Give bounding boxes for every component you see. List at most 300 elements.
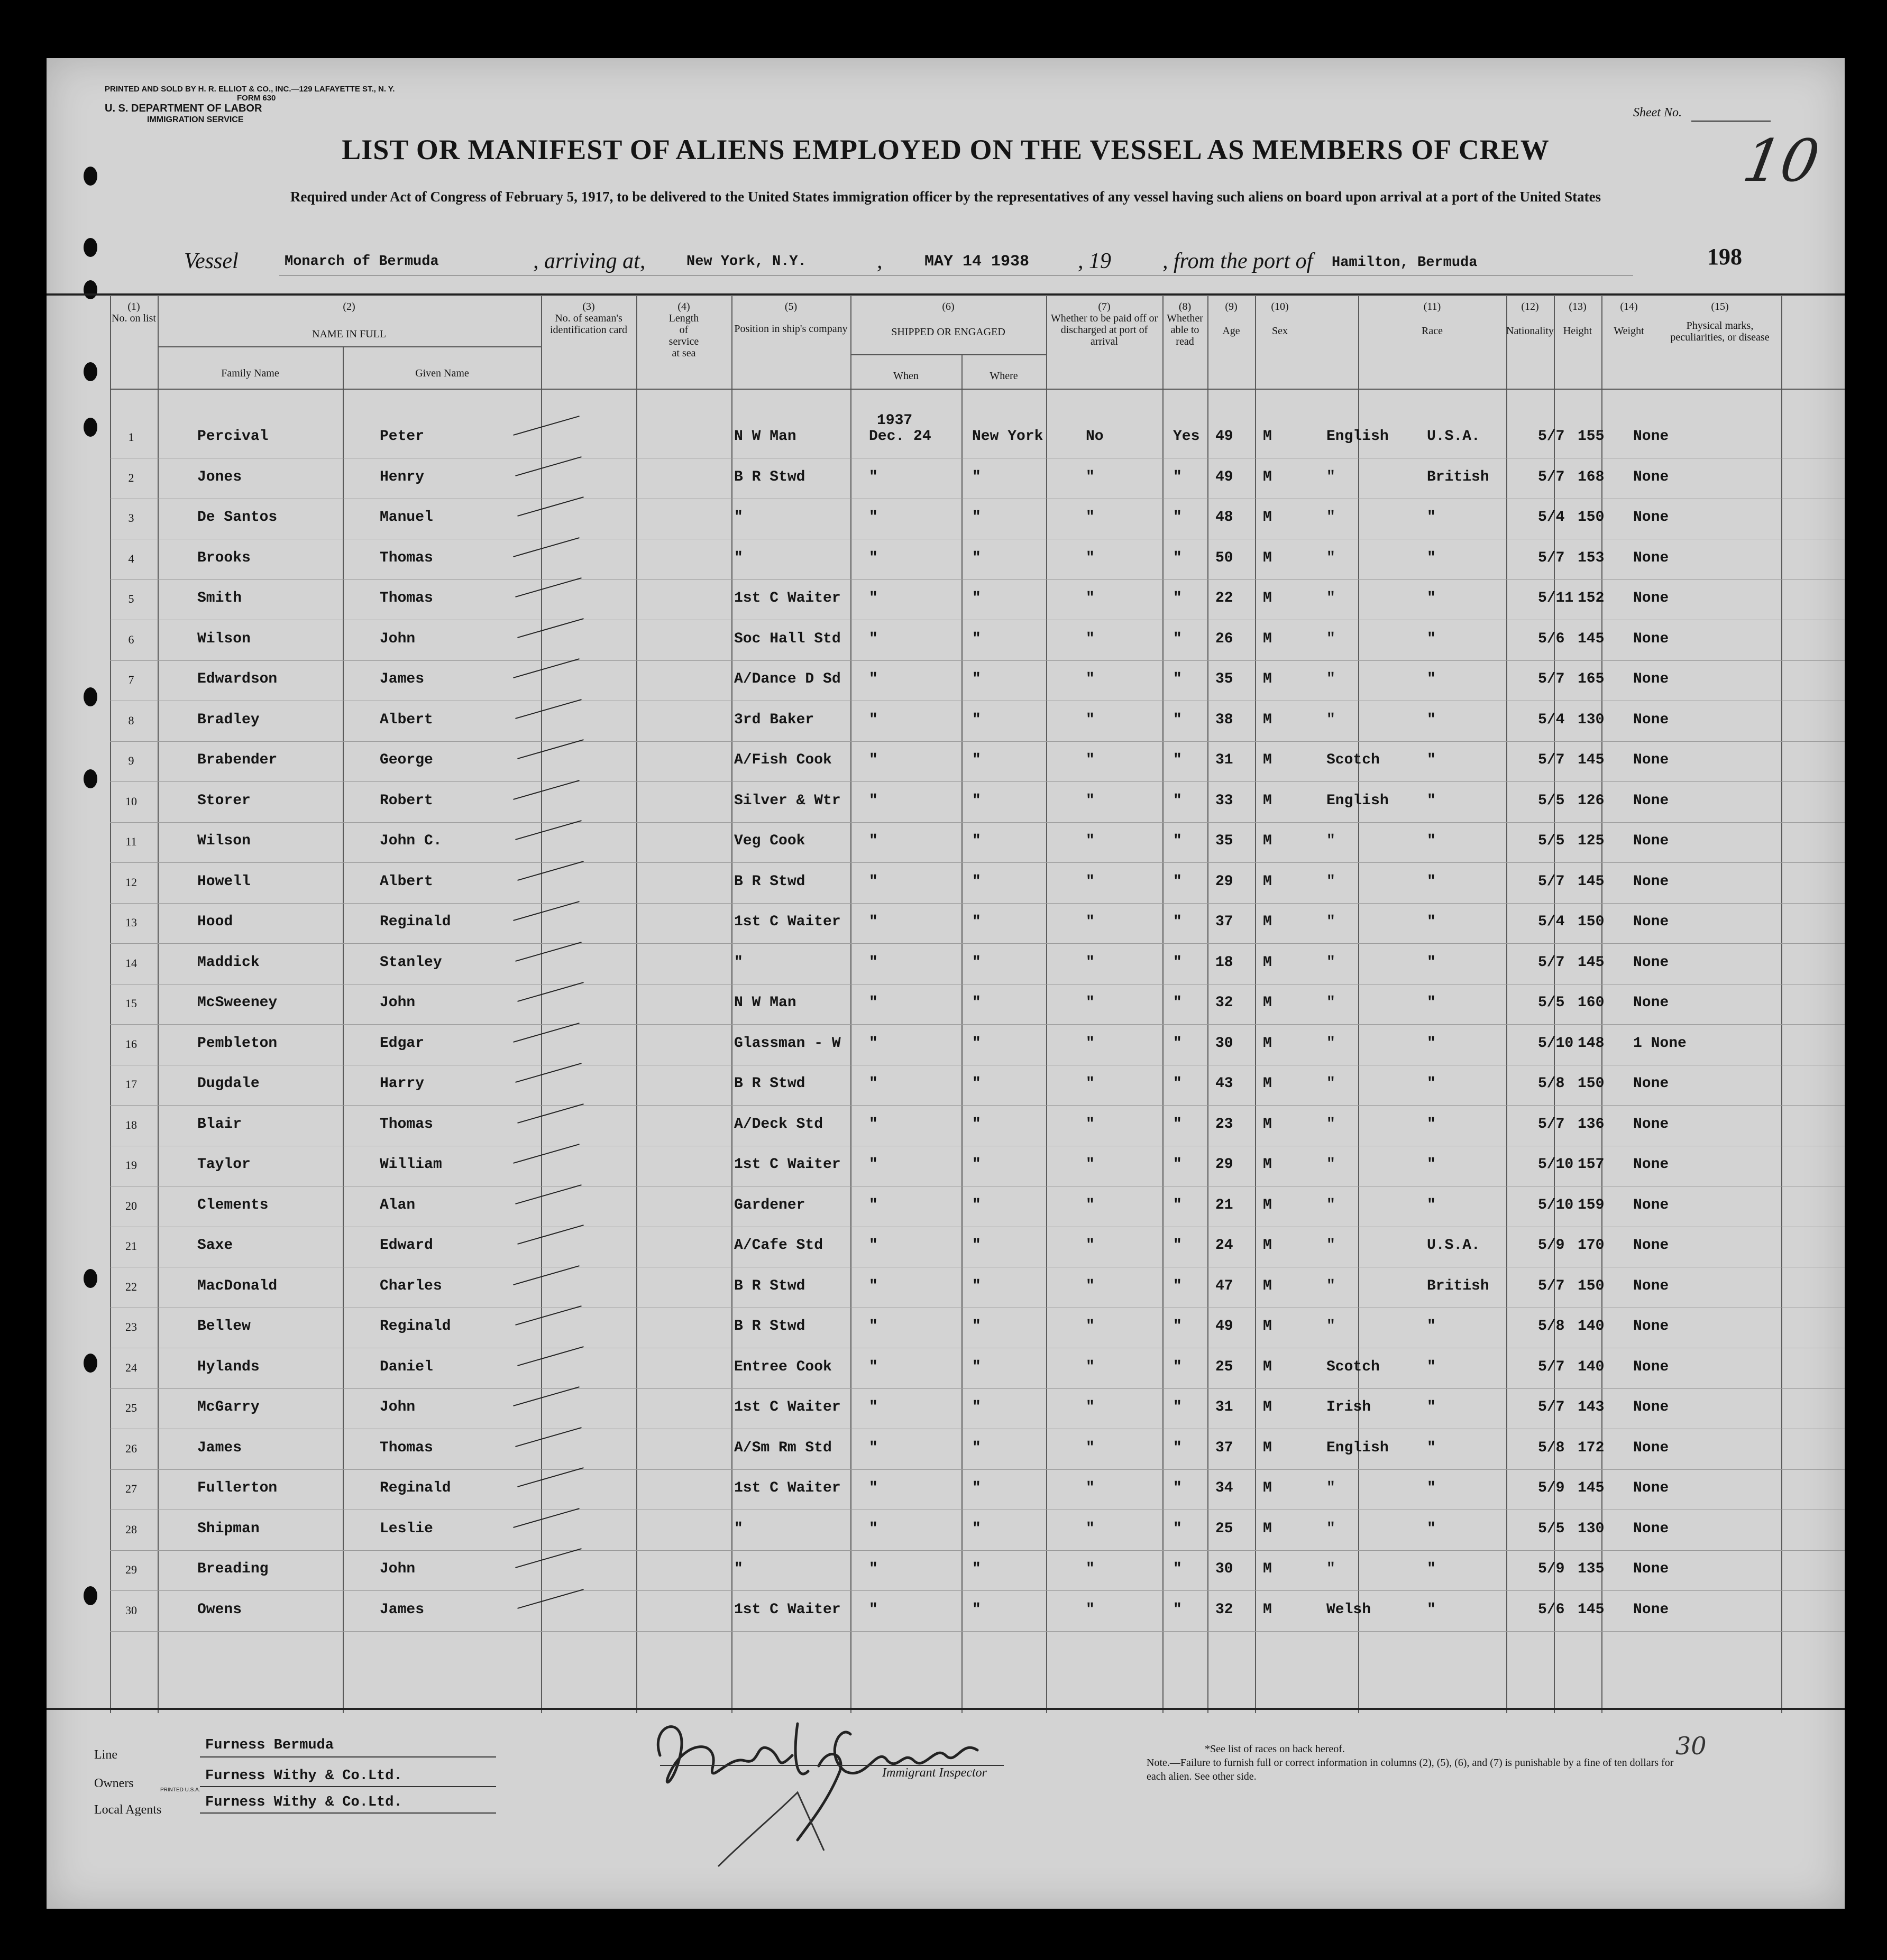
sheet-number-handwritten: 10 [1738,127,1825,195]
shipped-where: " [972,954,981,971]
paid-off: " [1086,1480,1095,1496]
family-name: Jones [197,468,242,485]
age: 21 [1215,1197,1233,1213]
shipped-when: Dec. 24 [869,428,931,445]
able-to-read: " [1173,590,1182,606]
paid-off: " [1086,468,1095,485]
family-name: Hood [197,914,233,930]
row-number: 22 [125,1280,137,1293]
family-name: McSweeney [197,995,278,1011]
weight: 143 [1578,1399,1605,1415]
paid-off: " [1086,1197,1095,1213]
nationality: " [1427,954,1436,971]
shipped-when: " [869,630,878,647]
sex: M [1263,1480,1272,1496]
nationality: British [1427,1277,1489,1294]
column-number: (1) [127,301,140,312]
height: 5/5 [1538,995,1565,1011]
given-name: Edgar [380,1035,425,1052]
column-number: (4) [677,301,690,312]
column-label: No. on list [112,312,156,324]
weight: 155 [1578,428,1605,445]
race: " [1326,468,1335,485]
column-number: (11) [1423,301,1441,312]
sex: M [1263,509,1272,526]
shipped-when: " [869,1156,878,1173]
able-to-read: " [1173,1197,1182,1213]
row-number: 10 [125,794,137,808]
column-number: (7) [1098,301,1111,312]
shipped-when: " [869,792,878,809]
column-number: (12) [1521,301,1539,312]
sex: M [1263,1439,1272,1456]
physical-marks: None [1633,954,1669,971]
sheet-number-line [1691,121,1771,122]
weight: 150 [1578,1277,1605,1294]
col-marks-header [1660,299,1780,436]
given-name: Alan [380,1197,416,1213]
row-number: 3 [128,511,134,524]
table-row [47,1480,1845,1520]
row-number: 9 [128,754,134,767]
physical-marks: None [1633,752,1669,768]
able-to-read: " [1173,792,1182,809]
position: A/Cafe Std [734,1237,823,1254]
given-name: Thomas [380,1439,433,1456]
physical-marks: 1 None [1633,1035,1687,1052]
table-row [47,914,1845,954]
sex: M [1263,1116,1272,1133]
line-label: Line [94,1748,117,1762]
row-rule [110,1388,1845,1389]
column-number: (2) [343,301,355,312]
physical-marks: None [1633,1197,1669,1213]
weight: 140 [1578,1318,1605,1335]
race: " [1326,873,1335,890]
nationality: " [1427,1358,1436,1375]
physical-marks: None [1633,833,1669,849]
paid-off: " [1086,1156,1095,1173]
race: " [1326,1520,1335,1537]
paid-off: " [1086,1318,1095,1335]
table-row [47,1116,1845,1156]
shipped-when: " [869,1520,878,1537]
family-name: Wilson [197,630,251,647]
given-name: George [380,752,433,768]
able-to-read: " [1173,1277,1182,1294]
position: Glassman - W [734,1035,841,1052]
position: 1st C Waiter [734,1601,841,1618]
position: 1st C Waiter [734,1480,841,1496]
given-name: John [380,995,416,1011]
given-name: James [380,671,425,687]
race: " [1326,671,1335,687]
department-block [105,103,262,126]
col-weight-label: Weight [1614,325,1644,337]
able-to-read: " [1173,1439,1182,1456]
footnote [1147,1742,1675,1783]
table-row [47,1237,1845,1277]
age: 37 [1215,1439,1233,1456]
age: 35 [1215,833,1233,849]
agents-value: Furness Withy & Co.Ltd. [205,1795,402,1810]
able-to-read: " [1173,1156,1182,1173]
family-name: De Santos [197,509,278,526]
paid-off: " [1086,1520,1095,1537]
physical-marks: None [1633,549,1669,566]
table-row [47,550,1845,590]
fine-note: Note.—Failure to furnish full or correct information in columns (2), (5), (6), and (7) is punishable by a fine of ten dollars for each alien. See other side. [1147,1757,1674,1782]
family-name: Howell [197,873,251,890]
nationality: " [1427,1035,1436,1052]
paid-off: " [1086,1358,1095,1375]
agents-underline [200,1812,496,1814]
table-row [47,793,1845,833]
shipped-when: " [869,671,878,687]
table-row [47,1561,1845,1601]
shipped-where: " [972,752,981,768]
given-name: Robert [380,792,433,809]
vessel-label: Vessel [184,249,239,273]
height: 5/5 [1538,833,1565,849]
shipped-where: " [972,1237,981,1254]
column-number: (6) [942,301,955,312]
height: 5/6 [1538,1601,1565,1618]
family-name: Storer [197,792,251,809]
table-row [47,509,1845,549]
union-label: PRINTED U.S.A. [160,1787,200,1793]
race: " [1326,1561,1335,1577]
physical-marks: None [1633,1601,1669,1618]
shipped-when: " [869,995,878,1011]
owners-underline [200,1786,496,1787]
inspector-signature [639,1692,1041,1882]
height: 5/5 [1538,1520,1565,1537]
nationality: U.S.A. [1427,1237,1480,1254]
row-number: 14 [125,956,137,970]
row-number: 27 [125,1482,137,1495]
races-note: *See list of races on back hereof. [1205,1743,1345,1755]
age: 26 [1215,630,1233,647]
shipped-where: " [972,873,981,890]
race: English [1326,792,1389,809]
manifest-sheet [47,58,1845,1909]
shipped-when: " [869,1439,878,1456]
weight: 130 [1578,711,1605,728]
line-underline [200,1756,496,1757]
age: 31 [1215,1399,1233,1415]
weight: 160 [1578,995,1605,1011]
age: 38 [1215,711,1233,728]
column-number: (10) [1271,301,1289,312]
header-separator [47,293,1845,296]
able-to-read: " [1173,914,1182,930]
family-name: Owens [197,1601,242,1618]
height: 5/9 [1538,1237,1565,1254]
age: 18 [1215,954,1233,971]
shipped-when: " [869,833,878,849]
nationality: " [1427,671,1436,687]
owners-value: Furness Withy & Co.Ltd. [205,1768,402,1784]
position: A/Dance D Sd [734,671,841,687]
row-number: 16 [125,1037,137,1051]
row-rule [110,1590,1845,1591]
physical-marks: None [1633,1156,1669,1173]
height: 5/4 [1538,711,1565,728]
physical-marks: None [1633,468,1669,485]
paid-off: " [1086,1035,1095,1052]
row-number: 5 [128,592,134,605]
weight: 148 [1578,1035,1605,1052]
given-name: Albert [380,711,433,728]
sex: M [1263,590,1272,606]
physical-marks: None [1633,1075,1669,1092]
nationality: " [1427,1439,1436,1456]
able-to-read: " [1173,1358,1182,1375]
age: 49 [1215,428,1233,445]
able-to-read: " [1173,1035,1182,1052]
shipped-where: " [972,1035,981,1052]
height: 5/10 [1538,1156,1574,1173]
age: 25 [1215,1520,1233,1537]
given-name: Leslie [380,1520,433,1537]
shipped-where: " [972,1561,981,1577]
col-paid-off-header [1047,299,1161,436]
pencil-count: 30 [1675,1732,1707,1760]
given-name: Thomas [380,549,433,566]
nationality: " [1427,914,1436,930]
age: 50 [1215,549,1233,566]
family-name: Brooks [197,549,251,566]
given-name: Reginald [380,1318,451,1335]
position: Silver & Wtr [734,792,841,809]
physical-marks: None [1633,630,1669,647]
position: Soc Hall Std [734,630,841,647]
sex: M [1263,1156,1272,1173]
weight: 145 [1578,752,1605,768]
able-to-read: " [1173,752,1182,768]
shipped-when: " [869,1561,878,1577]
column-label: Physical marks, peculiarities, or disease [1670,320,1770,343]
paid-off: " [1086,590,1095,606]
paid-off: " [1086,1561,1095,1577]
col-family-name-header: Family Name [221,367,279,379]
family-name: McGarry [197,1399,260,1415]
shipped-when: " [869,1116,878,1133]
owners-label: Owners [94,1777,134,1790]
immigrant-inspector-label: Immigrant Inspector [882,1766,987,1780]
binder-hole [84,362,97,381]
col-height-header [1555,299,1600,436]
table-row [47,1278,1845,1318]
sex: M [1263,630,1272,647]
position: Entree Cook [734,1358,832,1375]
arriving-label: , arriving at, [533,249,646,273]
position: A/Fish Cook [734,752,832,768]
age: 32 [1215,1601,1233,1618]
shipped-where: " [972,1601,981,1618]
row-number: 1 [128,430,134,444]
race: " [1326,590,1335,606]
given-name: Charles [380,1277,442,1294]
shipped-when: " [869,1318,878,1335]
age: 34 [1215,1480,1233,1496]
nationality: " [1427,1318,1436,1335]
nationality: " [1427,833,1436,849]
height: 5/5 [1538,792,1565,809]
weight: 126 [1578,792,1605,809]
paid-off: " [1086,1601,1095,1618]
race: " [1326,1116,1335,1133]
row-number: 19 [125,1158,137,1172]
binder-hole [84,238,97,257]
paid-off: " [1086,549,1095,566]
race: " [1326,711,1335,728]
col-sex-header [1256,299,1357,436]
row-number: 11 [125,835,137,848]
race: " [1326,509,1335,526]
table-row [47,995,1845,1035]
family-name: James [197,1439,242,1456]
nationality: " [1427,509,1436,526]
row-rule [110,741,1845,742]
sex: M [1263,752,1272,768]
col-nationality-header [1507,299,1553,436]
race: Scotch [1326,1358,1380,1375]
column-label: Position in ship's company [734,323,848,335]
col-service-length-header [637,299,730,436]
position: 1st C Waiter [734,1156,841,1173]
position: " [734,509,743,526]
shipped-when: " [869,1399,878,1415]
race: " [1326,1035,1335,1052]
able-to-read: " [1173,1601,1182,1618]
table-row [47,469,1845,509]
shipped-where: " [972,671,981,687]
table-row [47,752,1845,792]
paid-off: " [1086,873,1095,890]
height: 5/7 [1538,1116,1565,1133]
shipped-where: " [972,1318,981,1335]
nationality: " [1427,549,1436,566]
age: 33 [1215,792,1233,809]
physical-marks: None [1633,792,1669,809]
shipped-when: " [869,1480,878,1496]
weight: 172 [1578,1439,1605,1456]
table-row [47,954,1845,995]
sex: M [1263,1358,1272,1375]
sex: M [1263,1561,1272,1577]
shipped-when: " [869,954,878,971]
able-to-read: " [1173,549,1182,566]
family-name: Breading [197,1561,269,1577]
sex: M [1263,995,1272,1011]
height: 5/7 [1538,873,1565,890]
column-number: (15) [1711,301,1729,312]
able-to-read: " [1173,1480,1182,1496]
position: B R Stwd [734,1075,805,1092]
table-row [47,1602,1845,1642]
race: " [1326,1197,1335,1213]
paid-off: " [1086,1399,1095,1415]
table-row [47,1197,1845,1237]
paid-off: " [1086,954,1095,971]
sex: M [1263,954,1272,971]
race: English [1326,1439,1389,1456]
row-number: 30 [125,1603,137,1617]
shipped-where: " [972,1075,981,1092]
sex: M [1263,792,1272,809]
row-rule [110,579,1845,580]
able-to-read: " [1173,954,1182,971]
row-rule [110,862,1845,863]
able-to-read: " [1173,1237,1182,1254]
given-name: Peter [380,428,425,445]
family-name: Edwardson [197,671,278,687]
height: 5/7 [1538,468,1565,485]
requirement-text: Required under Act of Congress of February 5, 1917, to be delivered to the United States immigration officer by the representatives of any vessel having such aliens on board upon arrival at a port of the United States [290,189,1601,205]
table-row [47,1035,1845,1075]
paid-off: " [1086,995,1095,1011]
position: A/Sm Rm Std [734,1439,832,1456]
column-label: Age [1222,325,1240,337]
column-number: (8) [1178,301,1192,312]
able-to-read: " [1173,671,1182,687]
paid-off: " [1086,509,1095,526]
height: 5/4 [1538,509,1565,526]
height: 5/9 [1538,1480,1565,1496]
physical-marks: None [1633,1399,1669,1415]
sex: M [1263,549,1272,566]
race: " [1326,1237,1335,1254]
able-to-read: " [1173,873,1182,890]
sheet-number-label: Sheet No. [1633,106,1682,119]
weight: 140 [1578,1358,1605,1375]
height: 5/10 [1538,1035,1574,1052]
weight: 130 [1578,1520,1605,1537]
sheet-code: 198 [1707,244,1742,270]
table-row [47,1399,1845,1439]
race: " [1326,995,1335,1011]
physical-marks: None [1633,1480,1669,1496]
given-name: Stanley [380,954,442,971]
given-name: Manuel [380,509,433,526]
row-number: 15 [125,997,137,1010]
family-name: Hylands [197,1358,260,1375]
able-to-read: " [1173,1318,1182,1335]
shipped-when: " [869,590,878,606]
shipped-where: " [972,1358,981,1375]
height: 5/6 [1538,630,1565,647]
physical-marks: None [1633,1318,1669,1335]
family-name: Pembleton [197,1035,278,1052]
sex: M [1263,468,1272,485]
shipped-where: " [972,509,981,526]
given-name: William [380,1156,442,1173]
agents-label: Local Agents [94,1803,162,1817]
shipped-when: " [869,468,878,485]
table-row [47,833,1845,873]
column-label: SHIPPED OR ENGAGED [891,326,1005,338]
paid-off: " [1086,711,1095,728]
physical-marks: None [1633,509,1669,526]
comma-separator: , [877,249,883,273]
nationality: " [1427,752,1436,768]
row-number: 7 [128,673,134,686]
given-name: Thomas [380,590,433,606]
shipped-where: " [972,630,981,647]
height: 5/7 [1538,1277,1565,1294]
